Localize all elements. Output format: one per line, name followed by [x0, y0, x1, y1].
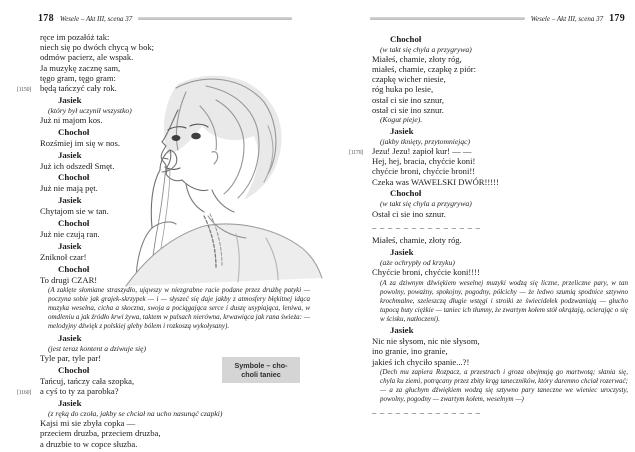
verse-line: Już nie czują ran. [40, 229, 100, 239]
verse-block [40, 183, 310, 193]
header-rule [370, 17, 525, 20]
verse-line: Chytajom sie w tan. [40, 206, 109, 217]
verse-line: Tyle par, tyle par! [40, 353, 102, 364]
verse-block [40, 418, 310, 449]
verse-block [40, 115, 310, 125]
speaker-name: Jasiek [58, 397, 82, 408]
speaker-name: Chochoł [390, 33, 422, 44]
stage-direction: (z ręką do czoła, jakby se chciał na ucho nasunąć czapki) [48, 408, 223, 418]
line-number-marker: [1150] [17, 86, 32, 93]
verse-line: Tańcuj, tańczy cała szopka, [40, 375, 135, 386]
line-number-marker: [1160] [17, 389, 32, 396]
verse-line: Już nie mają pęt. [40, 183, 98, 194]
stage-direction: (jakby tknięty, przytomniejąc) [380, 136, 471, 146]
verse-line: miałeś, chamie, czapkę z piór: [372, 64, 477, 74]
margin-note-line: Symbole – cho- [234, 361, 288, 370]
speaker-name: Jasiek [58, 149, 82, 160]
verse-line: niech się po dwóch chycą w bok; [40, 42, 155, 53]
verse-line: a druzbie to w copce słuzba. [40, 438, 138, 449]
verse-line: czapkę wicher niesie, [372, 74, 446, 85]
verse-line: Rozśmiej im się w nos. [40, 137, 120, 148]
verse-line: Już ni majom kos. [40, 115, 103, 126]
page-179 [318, 0, 635, 452]
header-rule [138, 17, 292, 20]
stage-direction: (Kogut pieje). [380, 115, 423, 125]
speaker-name: Jasiek [58, 240, 82, 251]
verse-line: Miałeś, chamie, złoty róg, [372, 53, 462, 64]
verse-line: Zniknoł czar! [40, 251, 87, 262]
verse-line: Hej, hej, bracia, chyćcie koni! [372, 156, 476, 167]
verse-block [40, 229, 310, 239]
speaker-name: Chochoł [58, 126, 90, 137]
dash-separator: – – – – – – – – – – – – – – [372, 407, 481, 418]
verse-block [17, 32, 310, 94]
verse-line: Czeka was WAWELSKI DWÓR!!!!! [372, 176, 499, 187]
margin-note-box [222, 357, 300, 383]
verse-line: róg huka po lesie, [372, 84, 434, 95]
page-number: 179 [609, 13, 625, 24]
verse-line: Kajsi mi sie zbyła copka — [40, 418, 136, 429]
verse-line: ostał ci sie ino sznur, [372, 94, 444, 105]
verse-line: przeciem druzba, przeciem druzba, [40, 428, 161, 439]
verse-line: To drugi CZAR! [40, 274, 98, 285]
verse-line: Chyćcie broni, chyćcie koni!!!! [372, 266, 480, 277]
speaker-name: Chochoł [58, 217, 90, 228]
verse-line: [1160] a cyś to ty za parobka? [17, 386, 119, 397]
verse-block [372, 54, 628, 115]
stage-direction-paragraph: (A za dziwnym dźwiękiem weselnej muzyki wodzą się liczne, przeliczne pary, w tan powolny, poważny, spokojny, pogodny, półcichy — że ledwo szumią spodnice sztywno krochmalne, szeleszczą długie wstęgi i stroiki ze świecidełek podzwaniają — głucho tupocą buty ciężkie — taniec ich tłumny, że zwartym kołem stół okrążają, ocierając o się w ścisku, natłoczeni). [380, 278, 628, 323]
verse-block [40, 161, 310, 171]
speaker-name: Chochoł [58, 172, 90, 183]
verse-line: Już ich odszedł Smęt. [40, 160, 115, 171]
page-179-text-column [349, 32, 628, 420]
verse-line: Miałeś, chamie, złoty róg. [372, 234, 462, 245]
verse-line: odmów pacierz, ale wspak. [40, 52, 134, 63]
speaker-name: Chochoł [58, 364, 90, 375]
verse-block [349, 146, 628, 187]
running-title: Wesele – Akt III, scena 37 [530, 14, 604, 23]
running-head-left [38, 13, 292, 24]
verse-line: [1170] Jezu! Jezu! zapioł kur! — — [349, 146, 472, 157]
stage-direction-paragraph: (Dech mu zapiera Rozpacz, a przestrach i groza obejmują go martwotą; słania się, chyla ku ziemi, potrącany przez zbity krąg taneczników, który daremno chciał rozerwać; — a za głuchym dźwiękiem wodzą się sztywno pary taneczne we wieniec uroczysty, powolny, pogodny — zwartym kołem, weselnym —) [380, 368, 628, 404]
speaker-name: Jasiek [58, 195, 82, 206]
verse-line: tęgo gram, tęgo gram: [40, 72, 116, 83]
verse-line: ostał ci sie ino sznur. [372, 104, 444, 115]
verse-block [372, 235, 628, 245]
page-number: 178 [38, 13, 54, 24]
page-178-text-column [17, 32, 310, 449]
speaker-name: Jasiek [58, 332, 82, 343]
speaker-name: Jasiek [390, 325, 414, 336]
verse-block [40, 252, 310, 262]
verse-block [372, 336, 628, 367]
verse-line: [1150] będą tańczyć cały rok. [17, 83, 117, 94]
stage-direction: (w takt się chyla a przygrywa) [380, 199, 472, 209]
stage-direction: (który był uczynił wszystko) [48, 105, 132, 115]
speaker-name: Chochoł [390, 188, 422, 199]
stage-direction: (w takt się chyla a przygrywa) [380, 44, 472, 54]
margin-note-line: choli taniec [241, 370, 281, 379]
speaker-name: Jasiek [390, 125, 414, 136]
verse-line: Ja muzykę zacznę sam, [40, 62, 121, 73]
verse-line: chyćcie broni, chyćcie broni!! [372, 166, 476, 177]
verse-block [372, 209, 628, 219]
dash-separator: – – – – – – – – – – – – – – [372, 221, 481, 232]
stage-direction: (jest teraz kontent a dziwuje się) [48, 343, 147, 353]
verse-block [40, 206, 310, 216]
verse-line: Nic nie słysom, nic nie słysom, [372, 336, 480, 347]
stage-direction-paragraph: (A zaklęte słomiane straszydło, ująwszy w niezgrabne racie podane przez drużbę patyki — poczyna sobie jak grajek-skrzypek — i — słyszeć się daje jakby z atmosfery błękitnej idąca muzyka weselna, cicha a skoczna, swoja a pociągająca serce i duszę usypiająca, leniwa, w omdleniu a jak źródło krwi żywa, taktem w pulsach nierówna, krwawiąca jak rana świeża: — melodyjny dźwięk z polskiej gleby bólem i rozkoszą wykołysany). [48, 286, 310, 331]
verse-block [40, 138, 310, 148]
verse-line: ino granie, ino granie, [372, 346, 448, 357]
verse-block [40, 275, 310, 285]
running-head-right [370, 13, 625, 24]
speaker-name: Jasiek [390, 246, 414, 257]
verse-block [372, 267, 628, 277]
speaker-name: Chochoł [58, 263, 90, 274]
verse-line: Ostał ci sie ino sznur. [372, 208, 446, 219]
verse-line: jakieś ich chyciło spanie...?! [372, 356, 470, 367]
verse-line: ręce im pozałóż tak: [40, 32, 110, 42]
line-number-marker: [1170] [349, 149, 364, 156]
speaker-name: Jasiek [58, 94, 82, 105]
running-title: Wesele – Akt III, scena 37 [59, 14, 133, 23]
stage-direction: (aże ochrypły od krzyku) [380, 257, 455, 267]
